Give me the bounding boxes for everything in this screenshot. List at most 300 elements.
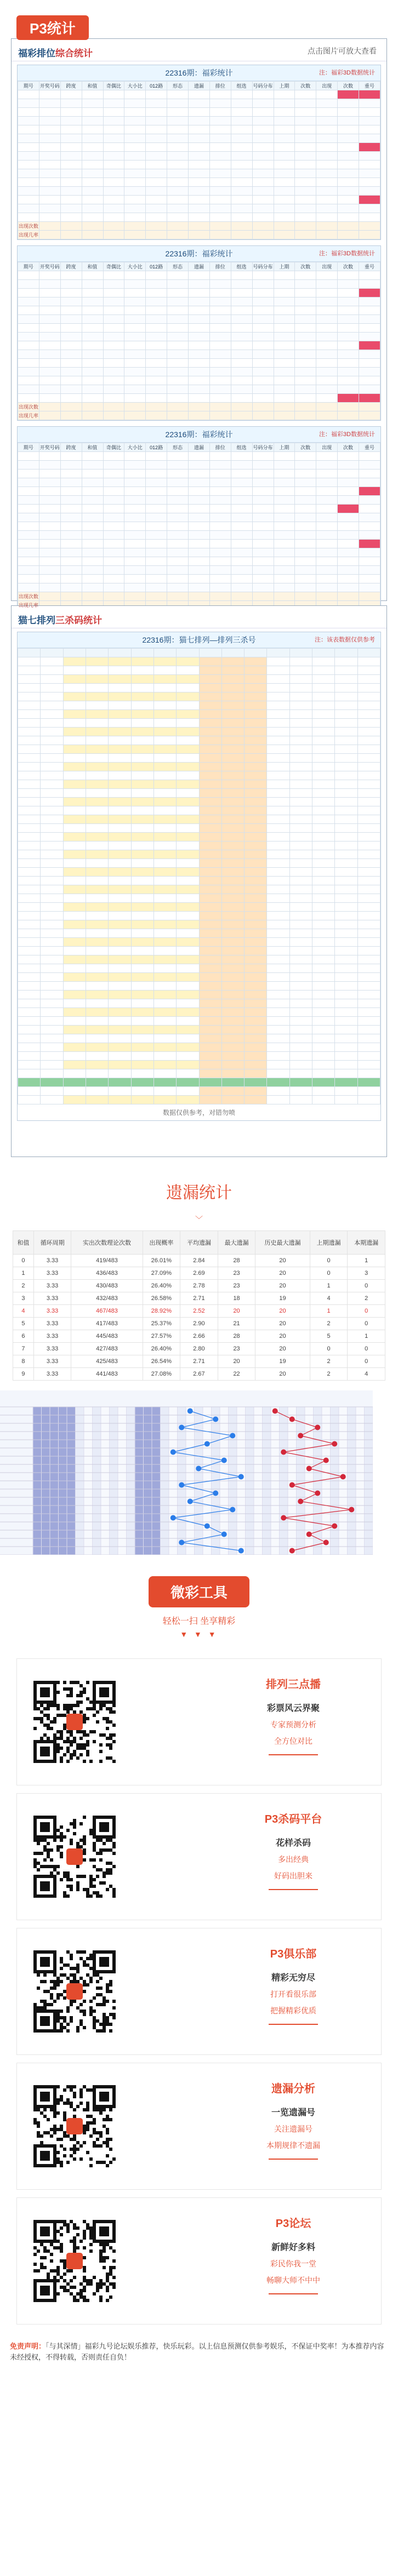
column-header: 012路 [146, 443, 167, 452]
trend-point [221, 1458, 227, 1463]
omission-cell: 27.57% [143, 1330, 180, 1343]
qr-code-icon[interactable] [33, 1816, 116, 1898]
column-header: 跨度 [60, 82, 82, 90]
tool-card[interactable] [16, 1793, 382, 1920]
divider [269, 1754, 318, 1755]
table-row [18, 271, 380, 280]
table-row [18, 806, 380, 815]
trend-point [238, 1474, 244, 1480]
tool-card-name: P3俱乐部 [270, 1948, 317, 1960]
table-row [18, 885, 380, 894]
column-header: 实出次数理论次数 [71, 1231, 143, 1255]
table-row [18, 99, 380, 108]
table-row [18, 513, 380, 522]
table-row [18, 289, 380, 297]
omission-title: 遗漏统计 [166, 1184, 232, 1202]
tool-card-d2: 全方位对比 [274, 1737, 312, 1745]
column-header: 开奖号码 [39, 262, 60, 271]
omission-cell: 1 [310, 1305, 348, 1318]
tool-card-d1: 打开看很乐部 [270, 1990, 316, 1999]
omission-cell: 2.66 [180, 1330, 218, 1343]
trend-point [289, 1482, 295, 1488]
trend-point [323, 1458, 329, 1463]
zoom-hint: 点击图片可放大查看 [308, 47, 377, 55]
omission-cell: 9 [13, 1368, 34, 1381]
table-row [18, 929, 380, 938]
table-row [18, 583, 380, 592]
trend-point [213, 1417, 218, 1422]
stats-block-title: 22316期：福彩统计 注：福彩3D数据统计 [18, 65, 380, 81]
table-row [18, 385, 380, 394]
omission-cell: 19 [255, 1355, 310, 1368]
table-row [18, 496, 380, 505]
tool-card-d2: 本期规律不遗漏 [266, 2141, 320, 2150]
column-header: 号码分布 [252, 82, 274, 90]
omission-cell: 3.33 [33, 1280, 71, 1292]
omission-cell: 27.09% [143, 1267, 180, 1280]
disclaimer: 免责声明：「与其深情」福彩九号论坛娱乐推荐，快乐玩彩。以上信息预测仅供参考娱乐，不保证中奖率！为本推荐内容未经授权，不得转载，否则责任自负！ [10, 2342, 384, 2361]
qr-code-icon[interactable] [33, 1681, 116, 1763]
tool-card-info [228, 1810, 359, 1890]
column-header: 组选 [231, 443, 252, 452]
column-header: 最大遗漏 [218, 1231, 255, 1255]
omission-cell: 25.37% [143, 1318, 180, 1330]
table-row [18, 470, 380, 478]
table-row [18, 108, 380, 117]
omission-cell: 3.33 [33, 1305, 71, 1318]
trend-point [272, 1409, 278, 1414]
trend-point [204, 1441, 210, 1447]
column-header: 次数 [295, 262, 316, 271]
trend-point [315, 1491, 320, 1496]
table-row [18, 350, 380, 359]
column-header: 奇偶比 [103, 82, 124, 90]
table-row [18, 575, 380, 583]
column-header: 跨度 [60, 443, 82, 452]
column-header: 组选 [231, 82, 252, 90]
column-header: 奇偶比 [103, 443, 124, 452]
table-row [18, 531, 380, 540]
tool-card-name: P3杀码平台 [264, 1813, 322, 1825]
omission-cell: 432/483 [71, 1292, 143, 1305]
divider [269, 2024, 318, 2025]
trend-point [306, 1532, 312, 1537]
tool-card-d1: 多出经典 [278, 1855, 309, 1864]
omission-cell: 0 [348, 1355, 385, 1368]
table-row [18, 824, 380, 833]
trend-point [187, 1499, 193, 1504]
table-row [18, 487, 380, 496]
table-row [18, 1017, 380, 1026]
table-row [18, 955, 380, 964]
column-header: 和值 [13, 1231, 34, 1255]
stats-title: 福彩排位综合统计 [18, 48, 93, 59]
summary-row: 出现几率 [18, 601, 380, 610]
omission-cell: 2.71 [180, 1292, 218, 1305]
omission-cell: 23 [218, 1343, 255, 1355]
qr-code-icon[interactable] [33, 1950, 116, 2033]
omission-cell: 20 [218, 1305, 255, 1318]
column-header: 排位 [209, 443, 231, 452]
summary-row: 出现几率 [18, 231, 380, 239]
column-header: 组选 [231, 262, 252, 271]
omission-cell: 26.40% [143, 1343, 180, 1355]
column-header: 重号 [359, 443, 380, 452]
omission-cell: 4 [13, 1305, 34, 1318]
table-row [18, 947, 380, 955]
omission-cell: 2.78 [180, 1280, 218, 1292]
omission-cell: 3 [348, 1267, 385, 1280]
table-row [18, 745, 380, 754]
column-header: 大小比 [124, 443, 146, 452]
trend-point [289, 1548, 295, 1554]
stats-block [17, 245, 381, 421]
column-header: 次数 [295, 443, 316, 452]
stats-block [17, 65, 381, 240]
table-row [18, 161, 380, 169]
table-row [18, 868, 380, 877]
trend-point [221, 1532, 227, 1537]
omission-cell: 1 [348, 1330, 385, 1343]
header [0, 0, 398, 38]
table-row [18, 920, 380, 929]
omission-cell: 5 [310, 1330, 348, 1343]
qr-code-icon[interactable] [33, 2220, 116, 2302]
table-row [18, 134, 380, 143]
column-header: 次数 [338, 82, 359, 90]
column-header: 大小比 [124, 262, 146, 271]
table-row [18, 117, 380, 125]
omission-row [13, 1267, 385, 1280]
omission-cell: 3.33 [33, 1330, 71, 1343]
table-row [18, 701, 380, 710]
table-row [18, 522, 380, 531]
table-row [18, 143, 380, 152]
column-header: 次数 [338, 443, 359, 452]
page-title: P3统计 [16, 15, 89, 40]
column-header: 奇偶比 [103, 262, 124, 271]
table-row [18, 341, 380, 350]
omission-cell: 441/483 [71, 1368, 143, 1381]
divider [269, 2159, 318, 2160]
column-header: 出现 [316, 443, 338, 452]
omission-cell: 3.33 [33, 1368, 71, 1381]
table-row [18, 204, 380, 213]
stats-table [18, 443, 380, 610]
table-row [18, 213, 380, 222]
table-row [18, 859, 380, 868]
kill-header [12, 606, 386, 628]
omission-row [13, 1292, 385, 1305]
trend-point [332, 1524, 337, 1529]
stats-table [18, 262, 380, 420]
stats-blocks [12, 65, 386, 610]
divider [269, 1889, 318, 1890]
omission-cell: 0 [348, 1343, 385, 1355]
table-row [18, 710, 380, 719]
column-header: 号码分布 [252, 262, 274, 271]
tool-card-sub: 精彩无穷尽 [271, 1973, 315, 1983]
tool-cards [0, 1658, 398, 2325]
omission-cell: 3.33 [33, 1343, 71, 1355]
table-row [18, 90, 380, 99]
omission-cell: 20 [255, 1368, 310, 1381]
stats-block [17, 426, 381, 610]
table-row [18, 548, 380, 557]
omission-cell: 0 [310, 1343, 348, 1355]
column-header: 开奖号码 [39, 82, 60, 90]
omission-cell: 26.54% [143, 1355, 180, 1368]
tools-arrows-icon: ▼ ▼ ▼ [180, 1630, 218, 1639]
tool-card[interactable] [16, 2197, 382, 2325]
column-header: 上期遗漏 [310, 1231, 348, 1255]
tools-banner [0, 1569, 398, 1651]
omission-cell: 23 [218, 1267, 255, 1280]
omission-cell: 425/483 [71, 1355, 143, 1368]
omission-cell: 20 [218, 1355, 255, 1368]
table-row [18, 1052, 380, 1061]
column-header: 出现 [316, 262, 338, 271]
omission-cell: 2.84 [180, 1255, 218, 1267]
trend-point [340, 1474, 346, 1480]
trend-point [170, 1515, 176, 1521]
table-row [18, 789, 380, 798]
column-header: 排位 [209, 262, 231, 271]
omission-cell: 3.33 [33, 1355, 71, 1368]
table-row [18, 359, 380, 368]
trend-point [315, 1425, 320, 1430]
table-row [18, 178, 380, 187]
tool-card-name: 遗漏分析 [271, 2083, 315, 2095]
omission-cell: 5 [13, 1318, 34, 1330]
omission-row [13, 1318, 385, 1330]
omission-cell: 7 [13, 1343, 34, 1355]
column-header: 012路 [146, 262, 167, 271]
omission-cell: 1 [348, 1255, 385, 1267]
column-header: 重号 [359, 262, 380, 271]
omission-cell: 417/483 [71, 1318, 143, 1330]
table-row [18, 297, 380, 306]
omission-cell: 6 [13, 1330, 34, 1343]
summary-row: 出现几率 [18, 411, 380, 420]
table-row [18, 780, 380, 789]
kill-table-hint: 注：该表数据仅供参考 [315, 637, 375, 643]
omission-cell: 2 [348, 1292, 385, 1305]
omission-cell: 2.71 [180, 1355, 218, 1368]
tool-card[interactable] [16, 1928, 382, 2055]
omission-cell: 0 [310, 1267, 348, 1280]
table-row [18, 1069, 380, 1078]
omission-cell: 430/483 [71, 1280, 143, 1292]
column-header: 本期遗漏 [348, 1231, 385, 1255]
omission-arrow-icon: ﹀ [195, 1215, 203, 1224]
table-row [18, 850, 380, 859]
omission-cell: 0 [13, 1255, 34, 1267]
table-row [18, 815, 380, 824]
column-header: 上期 [274, 443, 295, 452]
trend-point [332, 1441, 337, 1447]
omission-cell: 0 [348, 1280, 385, 1292]
omission-cell: 28 [218, 1330, 255, 1343]
omission-cell: 427/483 [71, 1343, 143, 1355]
column-header: 形态 [167, 82, 189, 90]
trend-point [179, 1482, 184, 1488]
table-row [18, 478, 380, 487]
table-row [18, 333, 380, 341]
trend-point [349, 1507, 354, 1513]
column-header: 号码分布 [252, 443, 274, 452]
table-row [18, 666, 380, 675]
omission-cell: 1 [310, 1280, 348, 1292]
qr-code-icon[interactable] [33, 2085, 116, 2167]
trend-point [298, 1499, 303, 1504]
omission-cell: 22 [218, 1368, 255, 1381]
omission-cell: 1 [13, 1267, 34, 1280]
omission-cell: 0 [348, 1318, 385, 1330]
omission-cell: 27.08% [143, 1368, 180, 1381]
column-header: 上期 [274, 82, 295, 90]
tool-card-name: P3论坛 [275, 2218, 311, 2230]
omission-cell: 26.01% [143, 1255, 180, 1267]
omission-cell: 0 [310, 1255, 348, 1267]
table-row [18, 452, 380, 461]
omission-cell: 20 [255, 1343, 310, 1355]
trend-point [230, 1507, 235, 1513]
stats-header [12, 39, 386, 61]
omission-row [13, 1368, 385, 1381]
column-header: 循环周期 [33, 1231, 71, 1255]
table-row [18, 505, 380, 513]
tool-card-d1: 彩民你我一堂 [270, 2259, 316, 2268]
omission-cell: 436/483 [71, 1267, 143, 1280]
omission-cell: 2.52 [180, 1305, 218, 1318]
omission-cell: 2.67 [180, 1368, 218, 1381]
omission-cell: 2 [310, 1368, 348, 1381]
tool-card[interactable] [16, 2063, 382, 2190]
column-header: 和值 [82, 443, 103, 452]
table-row [18, 842, 380, 850]
omission-row [13, 1305, 385, 1318]
table-row [18, 675, 380, 684]
omission-cell: 2 [310, 1355, 348, 1368]
table-row [18, 368, 380, 376]
omission-cell: 20 [255, 1267, 310, 1280]
table-row [18, 657, 380, 666]
omission-row [13, 1255, 385, 1267]
omission-cell: 2.90 [180, 1318, 218, 1330]
tool-card-info [228, 2080, 359, 2160]
trend-point [213, 1491, 218, 1496]
column-header: 期号 [18, 82, 39, 90]
table-row [18, 912, 380, 920]
column-header: 出现 [316, 82, 338, 90]
omission-cell: 3.33 [33, 1255, 71, 1267]
tool-card-d1: 关注遗漏号 [274, 2125, 312, 2133]
table-row [18, 649, 380, 657]
column-header: 遗漏 [189, 82, 210, 90]
kill-note: 数据仅供参考，对错勿喷 [162, 1109, 235, 1117]
table-row [18, 1026, 380, 1034]
omission-cell: 23 [218, 1280, 255, 1292]
kill-table-block [17, 632, 381, 1121]
table-row [18, 903, 380, 912]
tool-card-d2: 把握精彩优质 [270, 2006, 316, 2015]
table-row [18, 461, 380, 470]
omission-header-row [13, 1231, 385, 1255]
table-row [18, 196, 380, 204]
trend-point [230, 1433, 235, 1439]
tools-slogan: 轻松一扫 坐享精彩 [162, 1617, 236, 1626]
summary-row: 出现次数 [18, 222, 380, 231]
table-row [18, 315, 380, 324]
table-row [18, 1043, 380, 1052]
trend-point [289, 1417, 295, 1422]
table-row [18, 719, 380, 728]
omission-cell: 28.92% [143, 1305, 180, 1318]
omission-cell: 467/483 [71, 1305, 143, 1318]
column-header: 和值 [82, 262, 103, 271]
table-row [18, 991, 380, 999]
table-row [18, 1087, 380, 1096]
table-row [18, 999, 380, 1008]
column-header: 和值 [82, 82, 103, 90]
table-row [18, 306, 380, 315]
tool-card-sub: 一览遗漏号 [271, 2108, 315, 2117]
omission-cell: 4 [348, 1368, 385, 1381]
omission-cell: 3.33 [33, 1292, 71, 1305]
kill-title: 猫七排列三杀码统计 [18, 615, 102, 626]
tool-card-name: 排列三点播 [266, 1679, 321, 1691]
table-row [18, 736, 380, 745]
omission-cell: 20 [255, 1318, 310, 1330]
table-row [18, 894, 380, 903]
omission-cell: 0 [348, 1305, 385, 1318]
kill-table-title: 22316期：猫七排列—排列三杀号 注：该表数据仅供参考 [18, 632, 380, 648]
omission-cell: 445/483 [71, 1330, 143, 1343]
column-header: 历史最大遗漏 [255, 1231, 310, 1255]
trend-point [196, 1466, 201, 1472]
omission-cell: 20 [255, 1255, 310, 1267]
kill-table [18, 648, 380, 1104]
column-header: 012路 [146, 82, 167, 90]
omission-cell: 3.33 [33, 1267, 71, 1280]
tool-card-info [228, 2214, 359, 2294]
trend-point [298, 1433, 303, 1439]
table-row [18, 557, 380, 566]
column-header: 形态 [167, 262, 189, 271]
omission-cell: 3.33 [33, 1318, 71, 1330]
omission-cell: 2 [13, 1280, 34, 1292]
table-row [18, 324, 380, 333]
omission-cell: 20 [255, 1330, 310, 1343]
omission-cell: 18 [218, 1292, 255, 1305]
stats-table [18, 81, 380, 239]
trend-point [187, 1409, 193, 1414]
table-row [18, 833, 380, 842]
column-header: 次数 [295, 82, 316, 90]
column-header: 遗漏 [189, 443, 210, 452]
summary-row: 出现次数 [18, 403, 380, 411]
tool-card-sub: 新鲜好多料 [271, 2243, 315, 2252]
tool-card[interactable] [16, 1658, 382, 1785]
table-row [18, 394, 380, 403]
table-row [18, 187, 380, 196]
divider [269, 2293, 318, 2294]
omission-cell: 20 [255, 1280, 310, 1292]
table-row [18, 754, 380, 763]
omission-cell: 8 [13, 1355, 34, 1368]
stats-block-title: 22316期：福彩统计 注：福彩3D数据统计 [18, 246, 380, 262]
